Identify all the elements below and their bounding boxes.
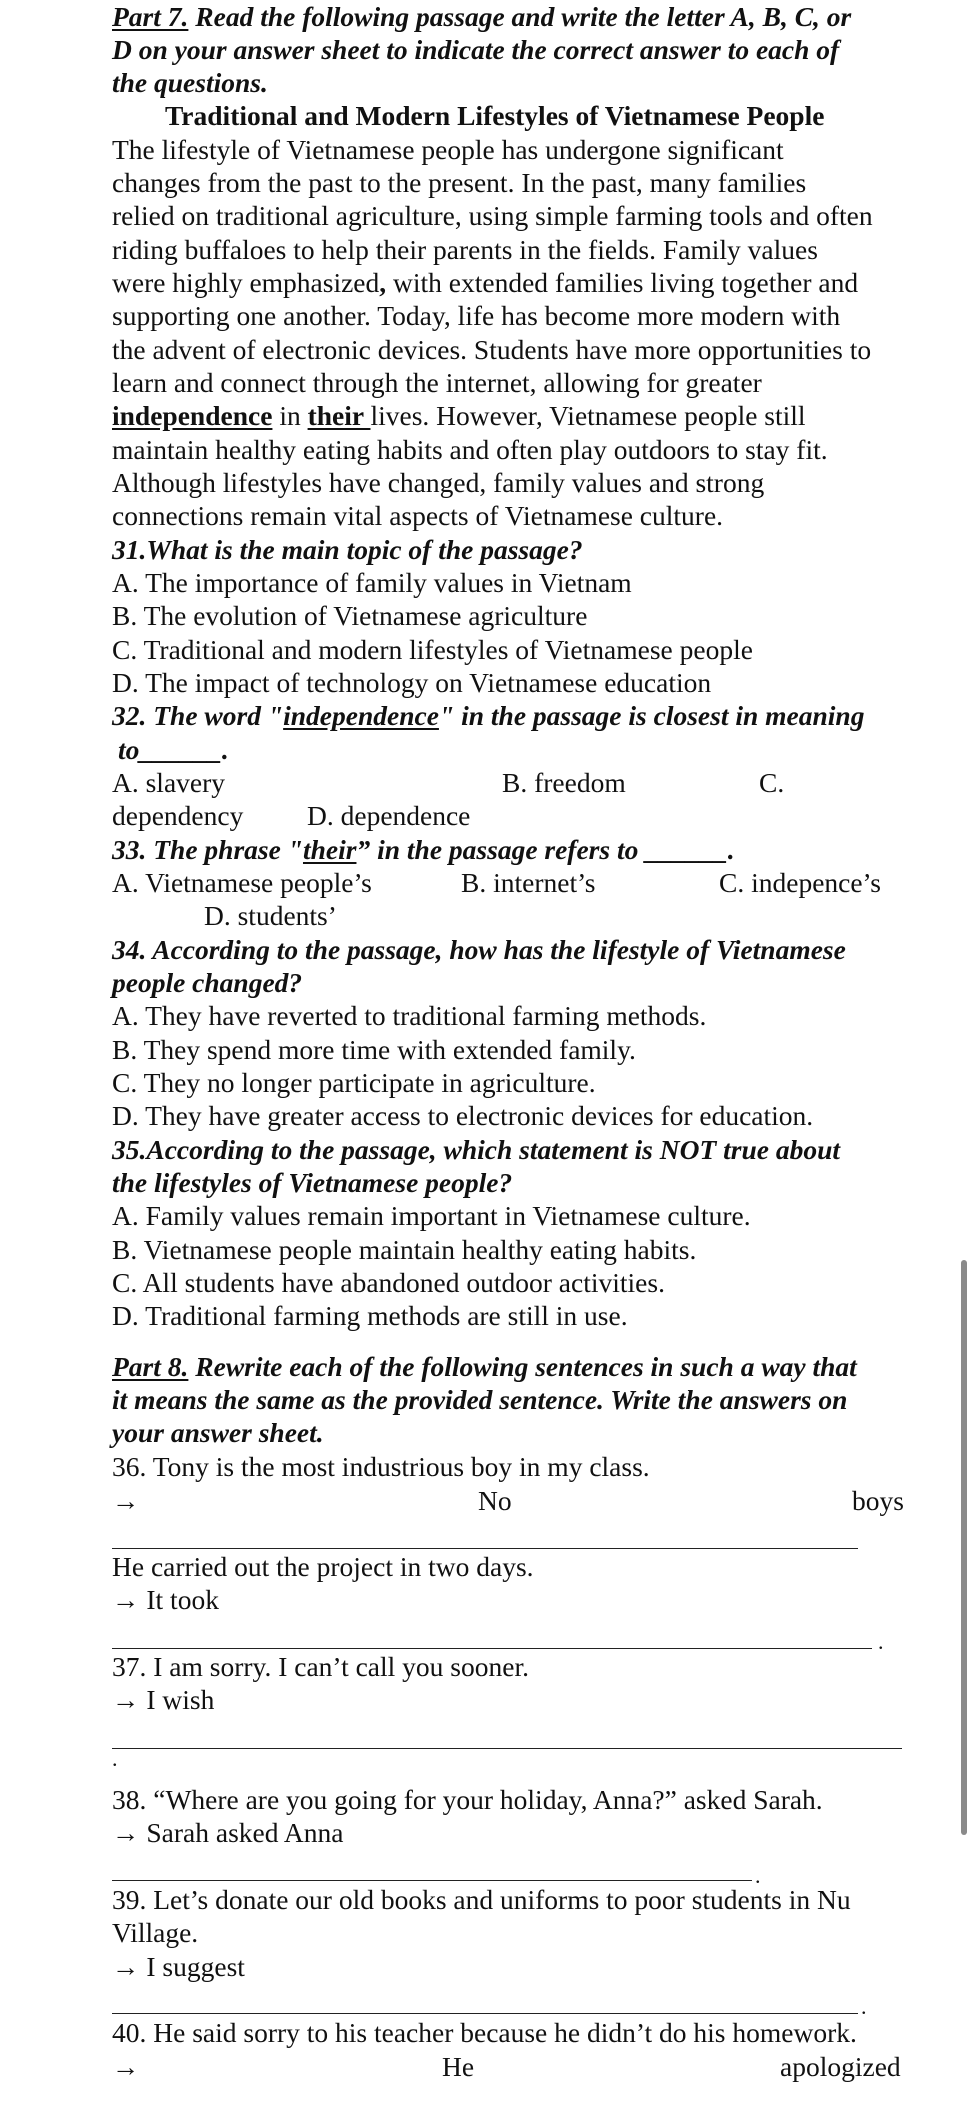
part7-instruction-line: the questions. <box>112 67 268 98</box>
q34-option-c: C. They no longer participate in agriculture. <box>112 1067 596 1098</box>
q32-option-a: A. slavery <box>112 767 226 798</box>
q40-prompt-word: He <box>442 2051 475 2082</box>
answer-line[interactable] <box>112 1748 902 1749</box>
highlighted-word-their: their <box>307 400 371 431</box>
part7-label: Part 7. <box>112 1 189 32</box>
q34-option-b: B. They spend more time with extended family. <box>112 1034 636 1065</box>
passage-line: the advent of electronic devices. Students have more opportunities to <box>112 334 872 365</box>
q36b-prompt: → It took <box>112 1584 219 1615</box>
passage-line: learn and connect through the internet, allowing for greater <box>112 367 762 398</box>
q38-prompt: → Sarah asked Anna <box>112 1817 344 1848</box>
q36b-sentence: He carried out the project in two days. <box>112 1551 534 1582</box>
q31-option-a: A. The importance of family values in Vietnam <box>112 567 632 598</box>
q31-option-c: C. Traditional and modern lifestyles of Vietnamese people <box>112 634 753 665</box>
part8-instruction-line: your answer sheet. <box>112 1417 324 1448</box>
q32-option-d: D. dependence <box>307 800 471 831</box>
highlighted-word-independence: independence <box>112 400 273 431</box>
passage-line: independence in their lives. However, Vietnamese people still <box>112 400 806 431</box>
q33-option-c: C. indepence’s <box>719 867 881 898</box>
passage-line: changes from the past to the present. In the past, many families <box>112 167 807 198</box>
passage-line: supporting one another. Today, life has become more modern with <box>112 300 841 331</box>
q39-prompt: → I suggest <box>112 1951 245 1982</box>
q34-option-d: D. They have greater access to electronic devices for education. <box>112 1100 814 1131</box>
q38-sentence: 38. “Where are you going for your holiday, Anna?” asked Sarah. <box>112 1784 823 1815</box>
question-35-stem-cont: the lifestyles of Vietnamese people? <box>112 1167 513 1198</box>
arrow-icon: → <box>112 2051 140 2082</box>
q31-option-d: D. The impact of technology on Vietnamese education <box>112 667 712 698</box>
passage-line: were highly emphasized, with extended families living together and <box>112 267 859 298</box>
answer-line[interactable] <box>112 1548 858 1549</box>
q37-sentence: 37. I am sorry. I can’t call you sooner. <box>112 1651 529 1682</box>
line-end-dot: . <box>755 1863 761 1888</box>
q36-sentence: 36. Tony is the most industrious boy in my class. <box>112 1451 650 1482</box>
q33-option-b: B. internet’s <box>461 867 596 898</box>
q36-prompt-row <box>112 1484 140 1517</box>
answer-line[interactable] <box>112 1648 872 1649</box>
passage-line: The lifestyle of Vietnamese people has undergone significant <box>112 134 784 165</box>
q39-sentence: 39. Let’s donate our old books and uniforms to poor students in Nu <box>112 1884 851 1915</box>
line-end-dot: . <box>878 1629 884 1654</box>
line-end-dot: . <box>112 1746 118 1771</box>
q31-option-b: B. The evolution of Vietnamese agriculture <box>112 600 588 631</box>
q36-prompt-word: boys <box>852 1485 904 1516</box>
q33-option-a: A. Vietnamese people’s <box>112 867 372 898</box>
answer-line[interactable] <box>112 1880 752 1881</box>
q37-prompt: → I wish <box>112 1684 215 1715</box>
part8-label: Part 8. <box>112 1351 189 1382</box>
part8-instruction-line: it means the same as the provided sentence. Write the answers on <box>112 1384 848 1415</box>
question-34-stem: 34. According to the passage, how has the lifestyle of Vietnamese <box>112 934 846 965</box>
question-32-stem: 32. The word "independence" in the passage is closest in meaning <box>112 700 865 731</box>
q35-option-a: A. Family values remain important in Vietnamese culture. <box>112 1200 751 1231</box>
question-32-stem-cont: to______. <box>118 734 229 765</box>
q32-option-c: C. <box>759 767 785 798</box>
passage-line: maintain healthy eating habits and often play outdoors to stay fit. <box>112 434 828 465</box>
q32-option-b: B. freedom <box>502 767 626 798</box>
question-34-stem-cont: people changed? <box>112 967 303 998</box>
q35-option-d: D. Traditional farming methods are still in use. <box>112 1300 628 1331</box>
arrow-icon: → <box>112 1485 140 1516</box>
scrollbar-thumb[interactable] <box>961 1260 967 1835</box>
answer-line[interactable] <box>112 2013 858 2014</box>
part7-instruction: Part 7. Read the following passage and write the letter A, B, C, or <box>112 1 852 32</box>
passage-line: riding buffaloes to help their parents in the fields. Family values <box>112 234 818 265</box>
question-33-stem: 33. The phrase "their” in the passage refers to ______. <box>112 834 735 865</box>
passage-line: connections remain vital aspects of Vietnamese culture. <box>112 500 724 531</box>
q35-option-b: B. Vietnamese people maintain healthy eating habits. <box>112 1234 697 1265</box>
question-35-stem: 35.According to the passage, which statement is NOT true about <box>112 1134 841 1165</box>
passage-line: relied on traditional agriculture, using simple farming tools and often <box>112 200 873 231</box>
q35-option-c: C. All students have abandoned outdoor activities. <box>112 1267 665 1298</box>
q40-prompt-row <box>112 2050 140 2083</box>
part8-instruction: Part 8. Rewrite each of the following sentences in such a way that <box>112 1351 857 1382</box>
line-end-dot: . <box>861 1994 867 2019</box>
passage-title: Traditional and Modern Lifestyles of Vietnamese People <box>165 100 825 131</box>
question-31-stem: 31.What is the main topic of the passage? <box>112 534 583 565</box>
q36-prompt-word: No <box>478 1485 512 1516</box>
q34-option-a: A. They have reverted to traditional farming methods. <box>112 1000 707 1031</box>
q40-prompt-word: apologized <box>780 2051 901 2082</box>
q39-sentence-cont: Village. <box>112 1917 199 1948</box>
q32-option-c-text: dependency <box>112 800 244 831</box>
q40-sentence: 40. He said sorry to his teacher because he didn’t do his homework. <box>112 2017 857 2048</box>
part7-instruction-line: D on your answer sheet to indicate the correct answer to each of <box>112 34 840 65</box>
passage-line: Although lifestyles have changed, family values and strong <box>112 467 765 498</box>
q33-option-d: D. students’ <box>204 900 337 931</box>
